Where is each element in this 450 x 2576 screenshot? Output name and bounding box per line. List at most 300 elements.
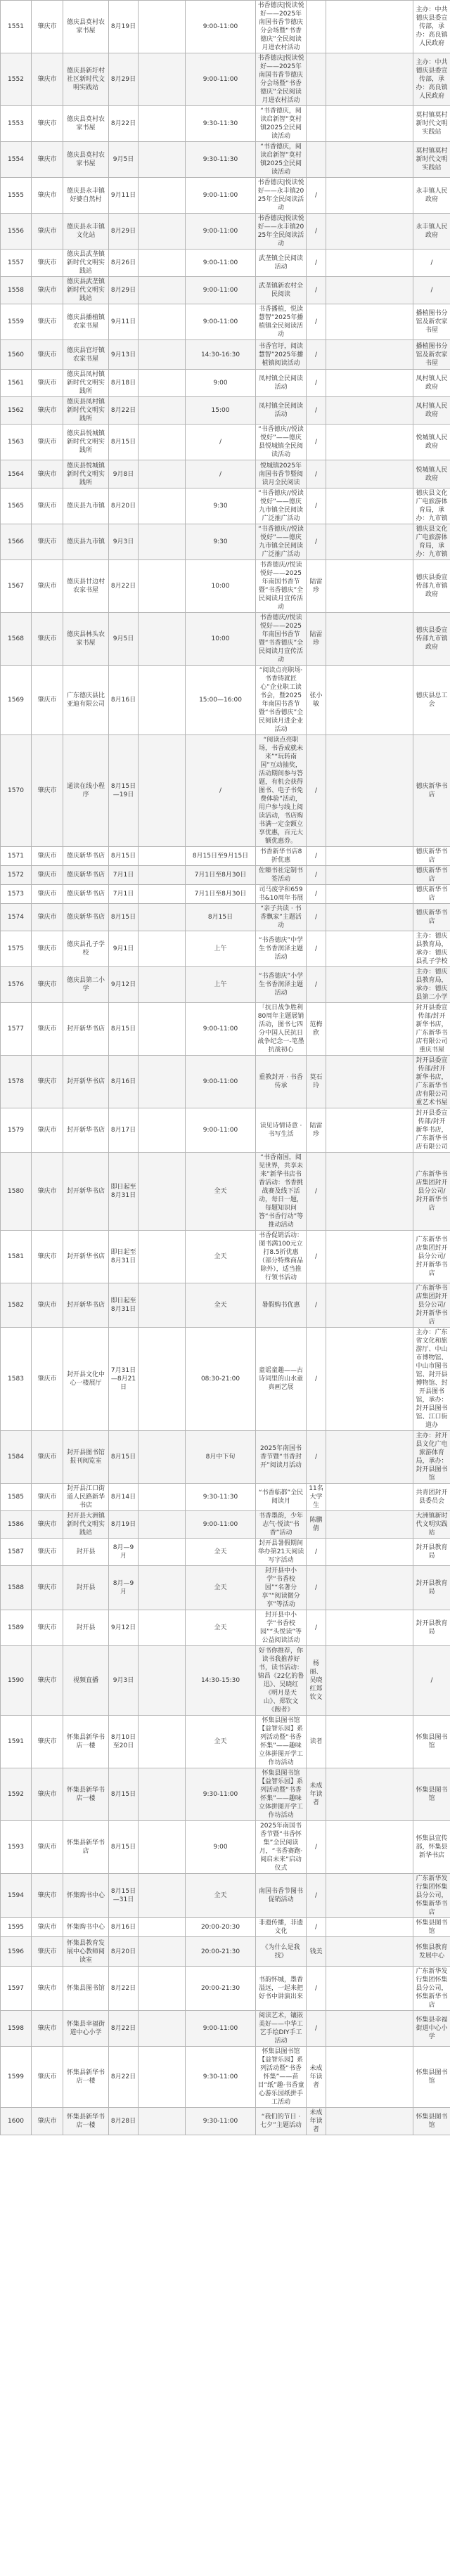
activity-title-cell: 书香德庆|悦读悦好——永丰镇2025年全民阅读活动 bbox=[256, 214, 307, 250]
contact-cell: 陆雷珍 bbox=[307, 613, 326, 666]
city-cell: 肇庆市 bbox=[32, 1431, 63, 1484]
spacer-cell bbox=[139, 214, 186, 250]
venue-cell: 怀集县新华书店一楼 bbox=[63, 1716, 109, 1768]
contact-cell: / bbox=[307, 866, 326, 885]
row-number: 1595 bbox=[1, 1918, 32, 1937]
spacer-cell-2 bbox=[326, 397, 413, 425]
activity-title-cell: 阅读艺术，镶嵌美好——中华工艺手绘DIY手工活动 bbox=[256, 2011, 307, 2047]
city-cell: 肇庆市 bbox=[32, 560, 63, 613]
time-cell: 9:30-11:30 bbox=[186, 106, 256, 142]
time-cell: 9:00 bbox=[186, 1821, 256, 1874]
venue-cell: 德庆新华书店 bbox=[63, 866, 109, 885]
row-number: 1586 bbox=[1, 1511, 32, 1539]
date-cell: 8月22日 bbox=[109, 2047, 139, 2108]
organizer-cell: 封开县委宣传部/封开新华书店，广东新华书店有限公司重庆书屋 bbox=[413, 1003, 450, 1056]
table-row bbox=[1, 1484, 450, 1511]
time-cell: 9:00-11:00 bbox=[186, 304, 256, 340]
date-cell: 8月22日 bbox=[109, 2011, 139, 2047]
spacer-cell-2 bbox=[326, 613, 413, 666]
spacer-cell bbox=[139, 142, 186, 178]
spacer-cell bbox=[139, 524, 186, 560]
contact-cell: / bbox=[307, 1918, 326, 1937]
time-cell: 10:00 bbox=[186, 560, 256, 613]
venue-cell: 广东德庆县比亚迪有限公司 bbox=[63, 666, 109, 735]
table-row bbox=[1, 370, 450, 397]
table-row bbox=[1, 1566, 450, 1610]
venue-cell: 封开县 bbox=[63, 1610, 109, 1646]
city-cell: 肇庆市 bbox=[32, 1646, 63, 1716]
table-row bbox=[1, 460, 450, 488]
activity-title-cell: “亲子共读 · 书香飘家”主题活动 bbox=[256, 904, 307, 931]
time-cell: 9:30-11:30 bbox=[186, 1484, 256, 1511]
activity-title-cell: “书香德庆//悦读悦好”——德庆县悦城镇全民阅读活动 bbox=[256, 425, 307, 460]
date-cell: 8月10日至20日 bbox=[109, 1716, 139, 1768]
contact-cell: 陈鹏倩 bbox=[307, 1511, 326, 1539]
venue-cell: 视频直播 bbox=[63, 1646, 109, 1716]
contact-cell bbox=[307, 53, 326, 106]
organizer-cell: 主办：中共德庆县委宣传部，承办：高良镇人民政府 bbox=[413, 53, 450, 106]
spacer-cell-2 bbox=[326, 1967, 413, 2011]
venue-cell: 德庆县九市镇 bbox=[63, 524, 109, 560]
table-row bbox=[1, 1918, 450, 1937]
organizer-cell: 德庆县总工会 bbox=[413, 666, 450, 735]
spacer-cell bbox=[139, 1, 186, 53]
activity-title-cell: 司马废学和659书&10周年书展 bbox=[256, 885, 307, 904]
table-row bbox=[1, 1716, 450, 1768]
contact-cell: 未成年读者 bbox=[307, 2047, 326, 2108]
date-cell: 9月11日 bbox=[109, 178, 139, 214]
date-cell: 8月15日 bbox=[109, 847, 139, 866]
time-cell: 全天 bbox=[186, 1283, 256, 1328]
contact-cell: / bbox=[307, 931, 326, 967]
row-number: 1559 bbox=[1, 304, 32, 340]
spacer-cell bbox=[139, 1283, 186, 1328]
time-cell: 20:00-20:30 bbox=[186, 1918, 256, 1937]
activity-title-cell: “书香临都”全民阅读月 bbox=[256, 1484, 307, 1511]
spacer-cell bbox=[139, 560, 186, 613]
organizer-cell: 怀集县图书馆 bbox=[413, 1716, 450, 1768]
venue-cell: 封开新华书店 bbox=[63, 1003, 109, 1056]
row-number: 1561 bbox=[1, 370, 32, 397]
spacer-cell-2 bbox=[326, 735, 413, 847]
activity-title-cell: 封开县中小学“书香校园”“名著分享”“阅读微分享”等活动 bbox=[256, 1566, 307, 1610]
activity-title-cell: “书香德庆，阅读启新智”莫村镇2025全民阅读活动 bbox=[256, 142, 307, 178]
date-cell: 8月16日 bbox=[109, 666, 139, 735]
spacer-cell bbox=[139, 53, 186, 106]
city-cell: 肇庆市 bbox=[32, 178, 63, 214]
spacer-cell bbox=[139, 106, 186, 142]
city-cell: 肇庆市 bbox=[32, 370, 63, 397]
spacer-cell-2 bbox=[326, 1716, 413, 1768]
spacer-cell bbox=[139, 370, 186, 397]
date-cell: 8月15日—19日 bbox=[109, 735, 139, 847]
venue-cell: 怀集县新华书店 bbox=[63, 1821, 109, 1874]
date-cell: 9月11日 bbox=[109, 304, 139, 340]
venue-cell: 封开县 bbox=[63, 1566, 109, 1610]
venue-cell: 怀集县新华书店一楼 bbox=[63, 2047, 109, 2108]
organizer-cell: 悦城镇人民政府 bbox=[413, 425, 450, 460]
city-cell: 肇庆市 bbox=[32, 425, 63, 460]
time-cell: 20:00-21:30 bbox=[186, 1937, 256, 1967]
organizer-cell: 广东新华书店集团封开县分公司/封开新华书店 bbox=[413, 1153, 450, 1231]
venue-cell: 德庆新华书店 bbox=[63, 847, 109, 866]
date-cell: 8月15日 bbox=[109, 904, 139, 931]
spacer-cell bbox=[139, 1566, 186, 1610]
activity-title-cell: 怀集县图书馆【益智乐园】系列活动暨“书香怀集”——趣味立体拼图开学工作坊活动 bbox=[256, 1716, 307, 1768]
activity-title-cell: 佐臻书社定制书签活动 bbox=[256, 866, 307, 885]
spacer-cell-2 bbox=[326, 866, 413, 885]
date-cell: 8月18日 bbox=[109, 370, 139, 397]
spacer-cell-2 bbox=[326, 1231, 413, 1283]
city-cell: 肇庆市 bbox=[32, 931, 63, 967]
venue-cell: 德庆县凤村镇新时代文明实践所 bbox=[63, 397, 109, 425]
row-number: 1583 bbox=[1, 1328, 32, 1431]
activity-title-cell: 武垄镇全民阅读活动 bbox=[256, 250, 307, 277]
spacer-cell bbox=[139, 425, 186, 460]
table-row bbox=[1, 1646, 450, 1716]
date-cell: 7月31日—8月21日 bbox=[109, 1328, 139, 1431]
spacer-cell-2 bbox=[326, 666, 413, 735]
contact-cell: / bbox=[307, 885, 326, 904]
row-number: 1570 bbox=[1, 735, 32, 847]
date-cell: 8月16日 bbox=[109, 1056, 139, 1108]
city-cell: 肇庆市 bbox=[32, 524, 63, 560]
spacer-cell bbox=[139, 340, 186, 370]
contact-cell: / bbox=[307, 214, 326, 250]
organizer-cell: 共青团封开县委员会 bbox=[413, 1484, 450, 1511]
city-cell: 肇庆市 bbox=[32, 1610, 63, 1646]
organizer-cell: / bbox=[413, 250, 450, 277]
organizer-cell: 德庆新华书店 bbox=[413, 904, 450, 931]
city-cell: 肇庆市 bbox=[32, 460, 63, 488]
venue-cell: 德庆县九市镇 bbox=[63, 488, 109, 524]
spacer-cell-2 bbox=[326, 214, 413, 250]
spacer-cell-2 bbox=[326, 524, 413, 560]
time-cell: 9:00-11:00 bbox=[186, 1003, 256, 1056]
spacer-cell bbox=[139, 967, 186, 1003]
spacer-cell-2 bbox=[326, 2108, 413, 2135]
row-number: 1565 bbox=[1, 488, 32, 524]
contact-cell: 范梅欣 bbox=[307, 1003, 326, 1056]
contact-cell: / bbox=[307, 847, 326, 866]
activity-title-cell: 书香德庆//悦读悦好——2025年南国书香节暨“书香德庆”全民阅读月宣传活动 bbox=[256, 560, 307, 613]
table-row bbox=[1, 1874, 450, 1918]
city-cell: 肇庆市 bbox=[32, 53, 63, 106]
row-number: 1579 bbox=[1, 1108, 32, 1153]
table-row bbox=[1, 488, 450, 524]
date-cell: 9月3日 bbox=[109, 524, 139, 560]
contact-cell: / bbox=[307, 397, 326, 425]
spacer-cell bbox=[139, 1646, 186, 1716]
spacer-cell-2 bbox=[326, 460, 413, 488]
city-cell: 肇庆市 bbox=[32, 1821, 63, 1874]
date-cell: 8月15日—31日 bbox=[109, 1874, 139, 1918]
contact-cell: / bbox=[307, 735, 326, 847]
spacer-cell-2 bbox=[326, 885, 413, 904]
date-cell: 即日起至8月31日 bbox=[109, 1283, 139, 1328]
spacer-cell-2 bbox=[326, 142, 413, 178]
date-cell: 9月13日 bbox=[109, 340, 139, 370]
activity-title-cell: “阅读点亮职场·书香铸就匠心”企业职工读书会，暨2025年南国书香节暨“书香德庆”全民阅读月进企业活动 bbox=[256, 666, 307, 735]
row-number: 1569 bbox=[1, 666, 32, 735]
city-cell: 肇庆市 bbox=[32, 1768, 63, 1821]
date-cell: 8月16日 bbox=[109, 1918, 139, 1937]
spacer-cell-2 bbox=[326, 178, 413, 214]
spacer-cell-2 bbox=[326, 1431, 413, 1484]
contact-cell: / bbox=[307, 370, 326, 397]
spacer-cell bbox=[139, 460, 186, 488]
row-number: 1591 bbox=[1, 1716, 32, 1768]
date-cell: 即日起至8月31日 bbox=[109, 1231, 139, 1283]
organizer-cell: 大洲镇新时代文明实践站 bbox=[413, 1511, 450, 1539]
time-cell: 9:00-11:00 bbox=[186, 250, 256, 277]
activity-title-cell: 书香促销活动：图书满100元立打8.5折优惠（部分特殊商品除外），适当推行领书活动 bbox=[256, 1231, 307, 1283]
time-cell: / bbox=[186, 425, 256, 460]
spacer-cell bbox=[139, 2011, 186, 2047]
table-row bbox=[1, 425, 450, 460]
row-number: 1571 bbox=[1, 847, 32, 866]
city-cell: 肇庆市 bbox=[32, 904, 63, 931]
city-cell: 肇庆市 bbox=[32, 1108, 63, 1153]
contact-cell bbox=[307, 1, 326, 53]
venue-cell: 怀集县幸福街道中心小学 bbox=[63, 2011, 109, 2047]
organizer-cell: 封开县教育局 bbox=[413, 1539, 450, 1566]
city-cell: 肇庆市 bbox=[32, 1918, 63, 1937]
table-row bbox=[1, 2108, 450, 2135]
spacer-cell-2 bbox=[326, 1003, 413, 1056]
venue-cell: 德庆县武垄镇新时代文明实践站 bbox=[63, 250, 109, 277]
activity-title-cell: “书香德庆”中学生书香润泽主题活动 bbox=[256, 931, 307, 967]
contact-cell: / bbox=[307, 524, 326, 560]
venue-cell: 德庆县悦城镇新时代文明实践所 bbox=[63, 425, 109, 460]
contact-cell: 未成年读者 bbox=[307, 2108, 326, 2135]
row-number: 1563 bbox=[1, 425, 32, 460]
date-cell: 9月3日 bbox=[109, 1646, 139, 1716]
row-number: 1560 bbox=[1, 340, 32, 370]
city-cell: 肇庆市 bbox=[32, 1056, 63, 1108]
activity-title-cell: 书香德庆|悦读悦好——2025年南国书香节德庆分会场暨“书香德庆”全民阅读月进农村活动 bbox=[256, 53, 307, 106]
activity-title-cell: “书香德庆//悦读悦好”——德庆九市镇全民阅读广泛推广活动 bbox=[256, 488, 307, 524]
row-number: 1558 bbox=[1, 277, 32, 304]
city-cell: 肇庆市 bbox=[32, 488, 63, 524]
row-number: 1578 bbox=[1, 1056, 32, 1108]
time-cell: 全天 bbox=[186, 1874, 256, 1918]
spacer-cell bbox=[139, 735, 186, 847]
date-cell: 7月1日 bbox=[109, 866, 139, 885]
spacer-cell-2 bbox=[326, 370, 413, 397]
city-cell: 肇庆市 bbox=[32, 1003, 63, 1056]
contact-cell: / bbox=[307, 277, 326, 304]
row-number: 1590 bbox=[1, 1646, 32, 1716]
row-number: 1575 bbox=[1, 931, 32, 967]
organizer-cell: 德庆县文化广电旅游体育局，承办：九市镇 bbox=[413, 488, 450, 524]
table-row bbox=[1, 904, 450, 931]
date-cell: 8月19日 bbox=[109, 1511, 139, 1539]
time-cell: 全天 bbox=[186, 1153, 256, 1231]
venue-cell: 德庆县林头农家书屋 bbox=[63, 613, 109, 666]
activity-title-cell: 书香墨韵，少年志气·悦读“书香”活动 bbox=[256, 1511, 307, 1539]
spacer-cell-2 bbox=[326, 904, 413, 931]
spacer-cell bbox=[139, 666, 186, 735]
venue-cell: 德庆县武垄镇新时代文明实践站 bbox=[63, 277, 109, 304]
row-number: 1556 bbox=[1, 214, 32, 250]
contact-cell bbox=[307, 106, 326, 142]
time-cell: 8月15日至9月15日 bbox=[186, 847, 256, 866]
spacer-cell-2 bbox=[326, 53, 413, 106]
table-row bbox=[1, 2047, 450, 2108]
time-cell: 9:00-11:00 bbox=[186, 1, 256, 53]
spacer-cell-2 bbox=[326, 1874, 413, 1918]
organizer-cell: 怀集县教育发展中心 bbox=[413, 1937, 450, 1967]
contact-cell: / bbox=[307, 304, 326, 340]
table-row bbox=[1, 1108, 450, 1153]
time-cell: 全天 bbox=[186, 1231, 256, 1283]
spacer-cell bbox=[139, 1511, 186, 1539]
spacer-cell bbox=[139, 1967, 186, 2011]
row-number: 1555 bbox=[1, 178, 32, 214]
time-cell: 9:30-11:00 bbox=[186, 1768, 256, 1821]
time-cell: / bbox=[186, 460, 256, 488]
contact-cell: 读者 bbox=[307, 1716, 326, 1768]
contact-cell: / bbox=[307, 967, 326, 1003]
date-cell: 8月26日 bbox=[109, 250, 139, 277]
table-row bbox=[1, 142, 450, 178]
organizer-cell: 德庆县文化广电旅游体育局，承办：九市镇 bbox=[413, 524, 450, 560]
activity-title-cell: 书香德庆|悦读悦好——2025年南国书香节德庆分会场暨“书香德庆”全民阅读月进农村活动 bbox=[256, 1, 307, 53]
spacer-cell-2 bbox=[326, 1566, 413, 1610]
venue-cell: 通读在线小程序 bbox=[63, 735, 109, 847]
activity-title-cell: 书香德庆//悦读悦好——2025年南国书香节暨“书香德庆”全民阅读月宣传活动 bbox=[256, 613, 307, 666]
time-cell: 9:30-11:30 bbox=[186, 142, 256, 178]
spacer-cell bbox=[139, 931, 186, 967]
row-number: 1599 bbox=[1, 2047, 32, 2108]
activity-title-cell: 重教封开 · 书香传承 bbox=[256, 1056, 307, 1108]
spacer-cell-2 bbox=[326, 1, 413, 53]
organizer-cell: 德庆县委宣传部九市镇政府 bbox=[413, 560, 450, 613]
spacer-cell bbox=[139, 1937, 186, 1967]
time-cell: 7月1日至8月30日 bbox=[186, 866, 256, 885]
spacer-cell-2 bbox=[326, 2011, 413, 2047]
spacer-cell bbox=[139, 1328, 186, 1431]
time-cell: 10:00 bbox=[186, 613, 256, 666]
row-number: 1593 bbox=[1, 1821, 32, 1874]
venue-cell: 封开新华书店 bbox=[63, 1283, 109, 1328]
table-row bbox=[1, 735, 450, 847]
spacer-cell bbox=[139, 1108, 186, 1153]
date-cell: 8月29日 bbox=[109, 214, 139, 250]
spacer-cell-2 bbox=[326, 1153, 413, 1231]
row-number: 1580 bbox=[1, 1153, 32, 1231]
contact-cell: 陆雷珍 bbox=[307, 1108, 326, 1153]
venue-cell: 德庆县永丰镇好婆自然村 bbox=[63, 178, 109, 214]
table-row bbox=[1, 613, 450, 666]
spacer-cell-2 bbox=[326, 1937, 413, 1967]
contact-cell: / bbox=[307, 1821, 326, 1874]
venue-cell: 德庆新华书店 bbox=[63, 904, 109, 931]
contact-cell: / bbox=[307, 250, 326, 277]
organizer-cell: 德庆新华书店 bbox=[413, 866, 450, 885]
table-row bbox=[1, 1610, 450, 1646]
activity-title-cell: 凤村镇全民阅读活动 bbox=[256, 397, 307, 425]
activity-title-cell: “书香德庆//悦读悦好”——德庆九市镇全民阅读广泛推广活动 bbox=[256, 524, 307, 560]
table-row bbox=[1, 340, 450, 370]
organizer-cell: 德庆县委宣传部九市镇政府 bbox=[413, 613, 450, 666]
activity-title-cell: “书香德庆”小学生书香润泽主题活动 bbox=[256, 967, 307, 1003]
organizer-cell: 莫村镇莫村新时代文明实践站 bbox=[413, 142, 450, 178]
venue-cell: 怀集县新华书店一楼 bbox=[63, 1768, 109, 1821]
row-number: 1597 bbox=[1, 1967, 32, 2011]
spacer-cell bbox=[139, 1003, 186, 1056]
row-number: 1553 bbox=[1, 106, 32, 142]
contact-cell: 陆雷珍 bbox=[307, 560, 326, 613]
table-row bbox=[1, 1231, 450, 1283]
city-cell: 肇庆市 bbox=[32, 304, 63, 340]
contact-cell: 11名大学生 bbox=[307, 1484, 326, 1511]
organizer-cell: 德庆新华书店 bbox=[413, 847, 450, 866]
date-cell: 8月29日 bbox=[109, 53, 139, 106]
row-number: 1577 bbox=[1, 1003, 32, 1056]
city-cell: 肇庆市 bbox=[32, 1153, 63, 1231]
city-cell: 肇庆市 bbox=[32, 1328, 63, 1431]
table-body bbox=[1, 1, 450, 2135]
venue-cell: 封开县 bbox=[63, 1539, 109, 1566]
date-cell: 9月12日 bbox=[109, 1610, 139, 1646]
date-cell: 8月20日 bbox=[109, 488, 139, 524]
spacer-cell bbox=[139, 397, 186, 425]
row-number: 1573 bbox=[1, 885, 32, 904]
organizer-cell: 怀集县图书馆 bbox=[413, 2108, 450, 2135]
table-row bbox=[1, 1, 450, 53]
city-cell: 肇庆市 bbox=[32, 2011, 63, 2047]
organizer-cell: 主办：中共德庆县委宣传部，承办：高良镇人民政府 bbox=[413, 1, 450, 53]
organizer-cell: 德庆新华书店 bbox=[413, 735, 450, 847]
activity-title-cell: 书韵怀城，墨香溢远，一起来把好书中讲演出来 bbox=[256, 1967, 307, 2011]
table-row bbox=[1, 1937, 450, 1967]
organizer-cell: 悦城镇人民政府 bbox=[413, 460, 450, 488]
spacer-cell-2 bbox=[326, 931, 413, 967]
table-row bbox=[1, 1821, 450, 1874]
organizer-cell: 主办：广东省文化和旅游厅、中山市博物馆、中山市图书馆、封开县博物馆、封开县图书馆，承办：封开县图书馆、江口街道办 bbox=[413, 1328, 450, 1431]
venue-cell: 德庆县莫村农家书屋 bbox=[63, 142, 109, 178]
time-cell: 全天 bbox=[186, 1539, 256, 1566]
city-cell: 肇庆市 bbox=[32, 250, 63, 277]
city-cell: 肇庆市 bbox=[32, 340, 63, 370]
date-cell: 9月12日 bbox=[109, 967, 139, 1003]
venue-cell: 德庆县第二小学 bbox=[63, 967, 109, 1003]
spacer-cell-2 bbox=[326, 1918, 413, 1937]
date-cell: 8月—9月 bbox=[109, 1566, 139, 1610]
table-row bbox=[1, 178, 450, 214]
contact-cell: / bbox=[307, 904, 326, 931]
activity-title-cell: 《为什么是我找》 bbox=[256, 1937, 307, 1967]
spacer-cell-2 bbox=[326, 304, 413, 340]
venue-cell: 封开县大洲镇新时代文明实践站 bbox=[63, 1511, 109, 1539]
date-cell: 8月22日 bbox=[109, 106, 139, 142]
activity-title-cell: 暑假购书优惠 bbox=[256, 1283, 307, 1328]
spacer-cell-2 bbox=[326, 1610, 413, 1646]
venue-cell: 德庆新华书店 bbox=[63, 885, 109, 904]
organizer-cell: 主办：德庆县教育局，承办：德庆县第二小学 bbox=[413, 967, 450, 1003]
spacer-cell-2 bbox=[326, 1821, 413, 1874]
spacer-cell bbox=[139, 1056, 186, 1108]
city-cell: 肇庆市 bbox=[32, 106, 63, 142]
contact-cell: / bbox=[307, 1539, 326, 1566]
date-cell: 8月29日 bbox=[109, 277, 139, 304]
date-cell: 8月14日 bbox=[109, 1484, 139, 1511]
table-row bbox=[1, 1539, 450, 1566]
spacer-cell-2 bbox=[326, 2047, 413, 2108]
time-cell: / bbox=[186, 735, 256, 847]
